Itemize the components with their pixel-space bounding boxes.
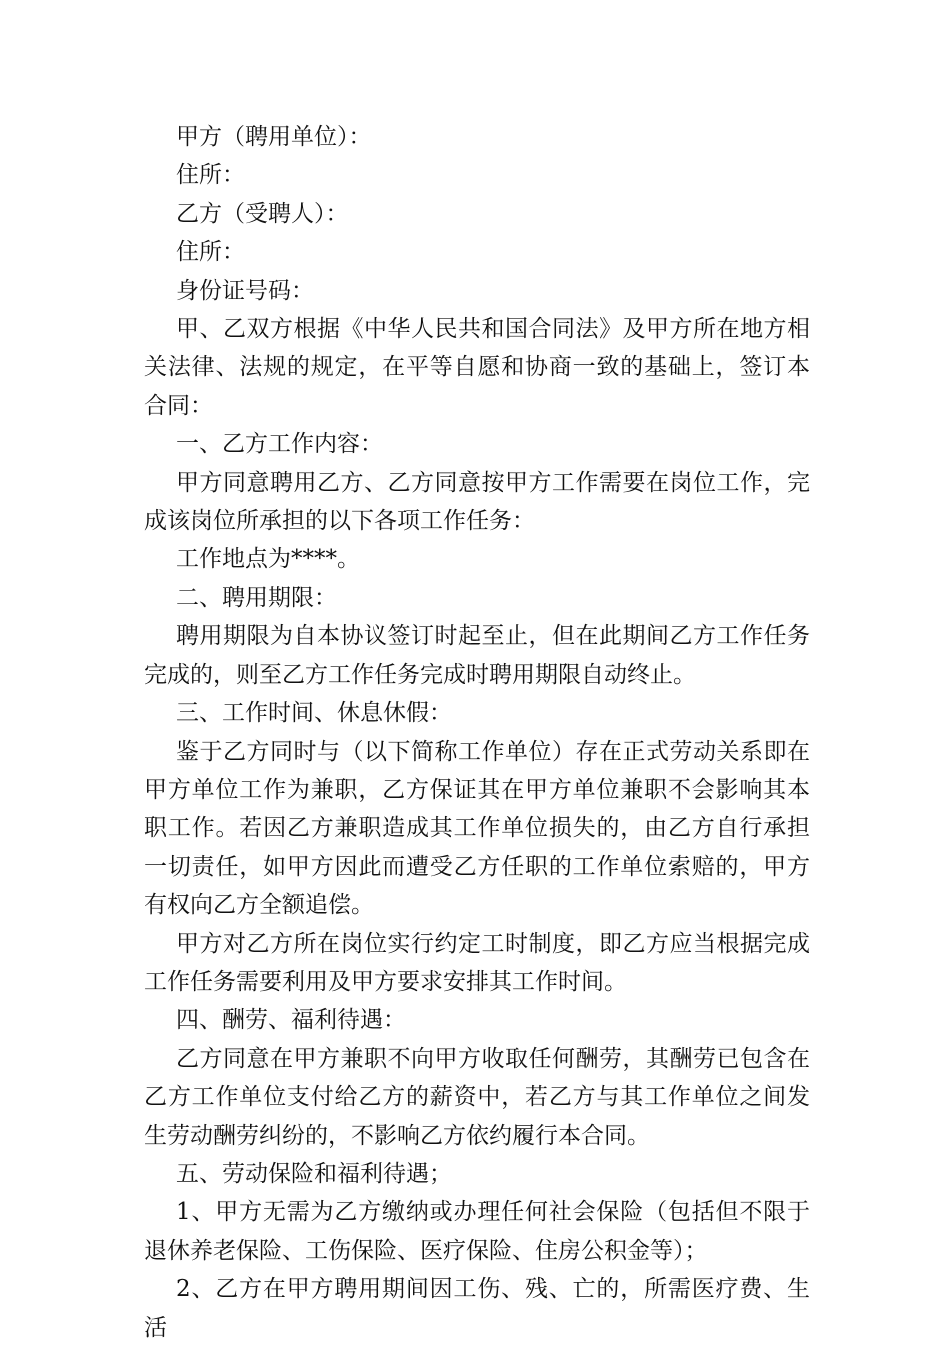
section-1-body: 甲方同意聘用乙方、乙方同意按甲方工作需要在岗位工作，完成该岗位所承担的以下各项工作任务： — [144, 469, 810, 535]
section-4-body: 乙方同意在甲方兼职不向甲方收取任何酬劳，其酬劳已包含在乙方工作单位支付给乙方的薪资中，若乙方与其工作单位之间发生劳动酬劳纠纷的，不影响乙方依约履行本合同。 — [144, 1045, 810, 1149]
party-a-label: 甲方（聘用单位）： — [176, 124, 372, 150]
section-1-heading: 一、乙方工作内容： — [176, 431, 383, 458]
section-2-heading: 二、聘用期限： — [176, 584, 337, 611]
section-3-heading: 三、工作时间、休息休假： — [176, 700, 452, 727]
party-b-label: 乙方（受聘人）： — [176, 200, 349, 227]
section-4-heading: 四、酬劳、福利待遇： — [176, 1007, 406, 1034]
preamble-paragraph: 甲、乙双方根据《中华人民共和国合同法》及甲方所在地方相关法律、法规的规定，在平等自愿和协商一致的基础上，签订本合同： — [144, 316, 810, 419]
section-3-body-2: 甲方对乙方所在岗位实行约定工时制度，即乙方应当根据完成工作任务需要利用及甲方要求安排其工作时间。 — [144, 930, 810, 995]
section-5-item-2: 2、乙方在甲方聘用期间因工伤、残、亡的，所需医疗费、生活 — [144, 1276, 810, 1341]
section-2-body: 聘用期限为自本协议签订时起至止，但在此期间乙方工作任务完成的，则至乙方工作任务完成时聘用期限自动终止。 — [144, 623, 810, 688]
section-5-item-1: 1、甲方无需为乙方缴纳或办理任何社会保险（包括但不限于退休养老保险、工伤保险、医疗保险、住房公积金等）； — [144, 1199, 810, 1264]
contract-body — [144, 118, 810, 1347]
section-3-body-1: 鉴于乙方同时与（以下简称工作单位）存在正式劳动关系即在甲方单位工作为兼职，乙方保证其在甲方单位兼职不会影响其本职工作。若因乙方兼职造成其工作单位损失的，由乙方自行承担一切责任，如甲方因此而遭受乙方任职的工作单位索赔的，甲方有权向乙方全额追偿。 — [144, 738, 810, 919]
party-b-address-label: 住所： — [176, 239, 245, 266]
section-5-heading: 五、劳动保险和福利待遇； — [176, 1160, 452, 1187]
id-number-label: 身份证号码： — [176, 277, 314, 304]
work-location: 工作地点为****。 — [176, 546, 360, 573]
party-a-address-label: 住所： — [176, 162, 245, 189]
